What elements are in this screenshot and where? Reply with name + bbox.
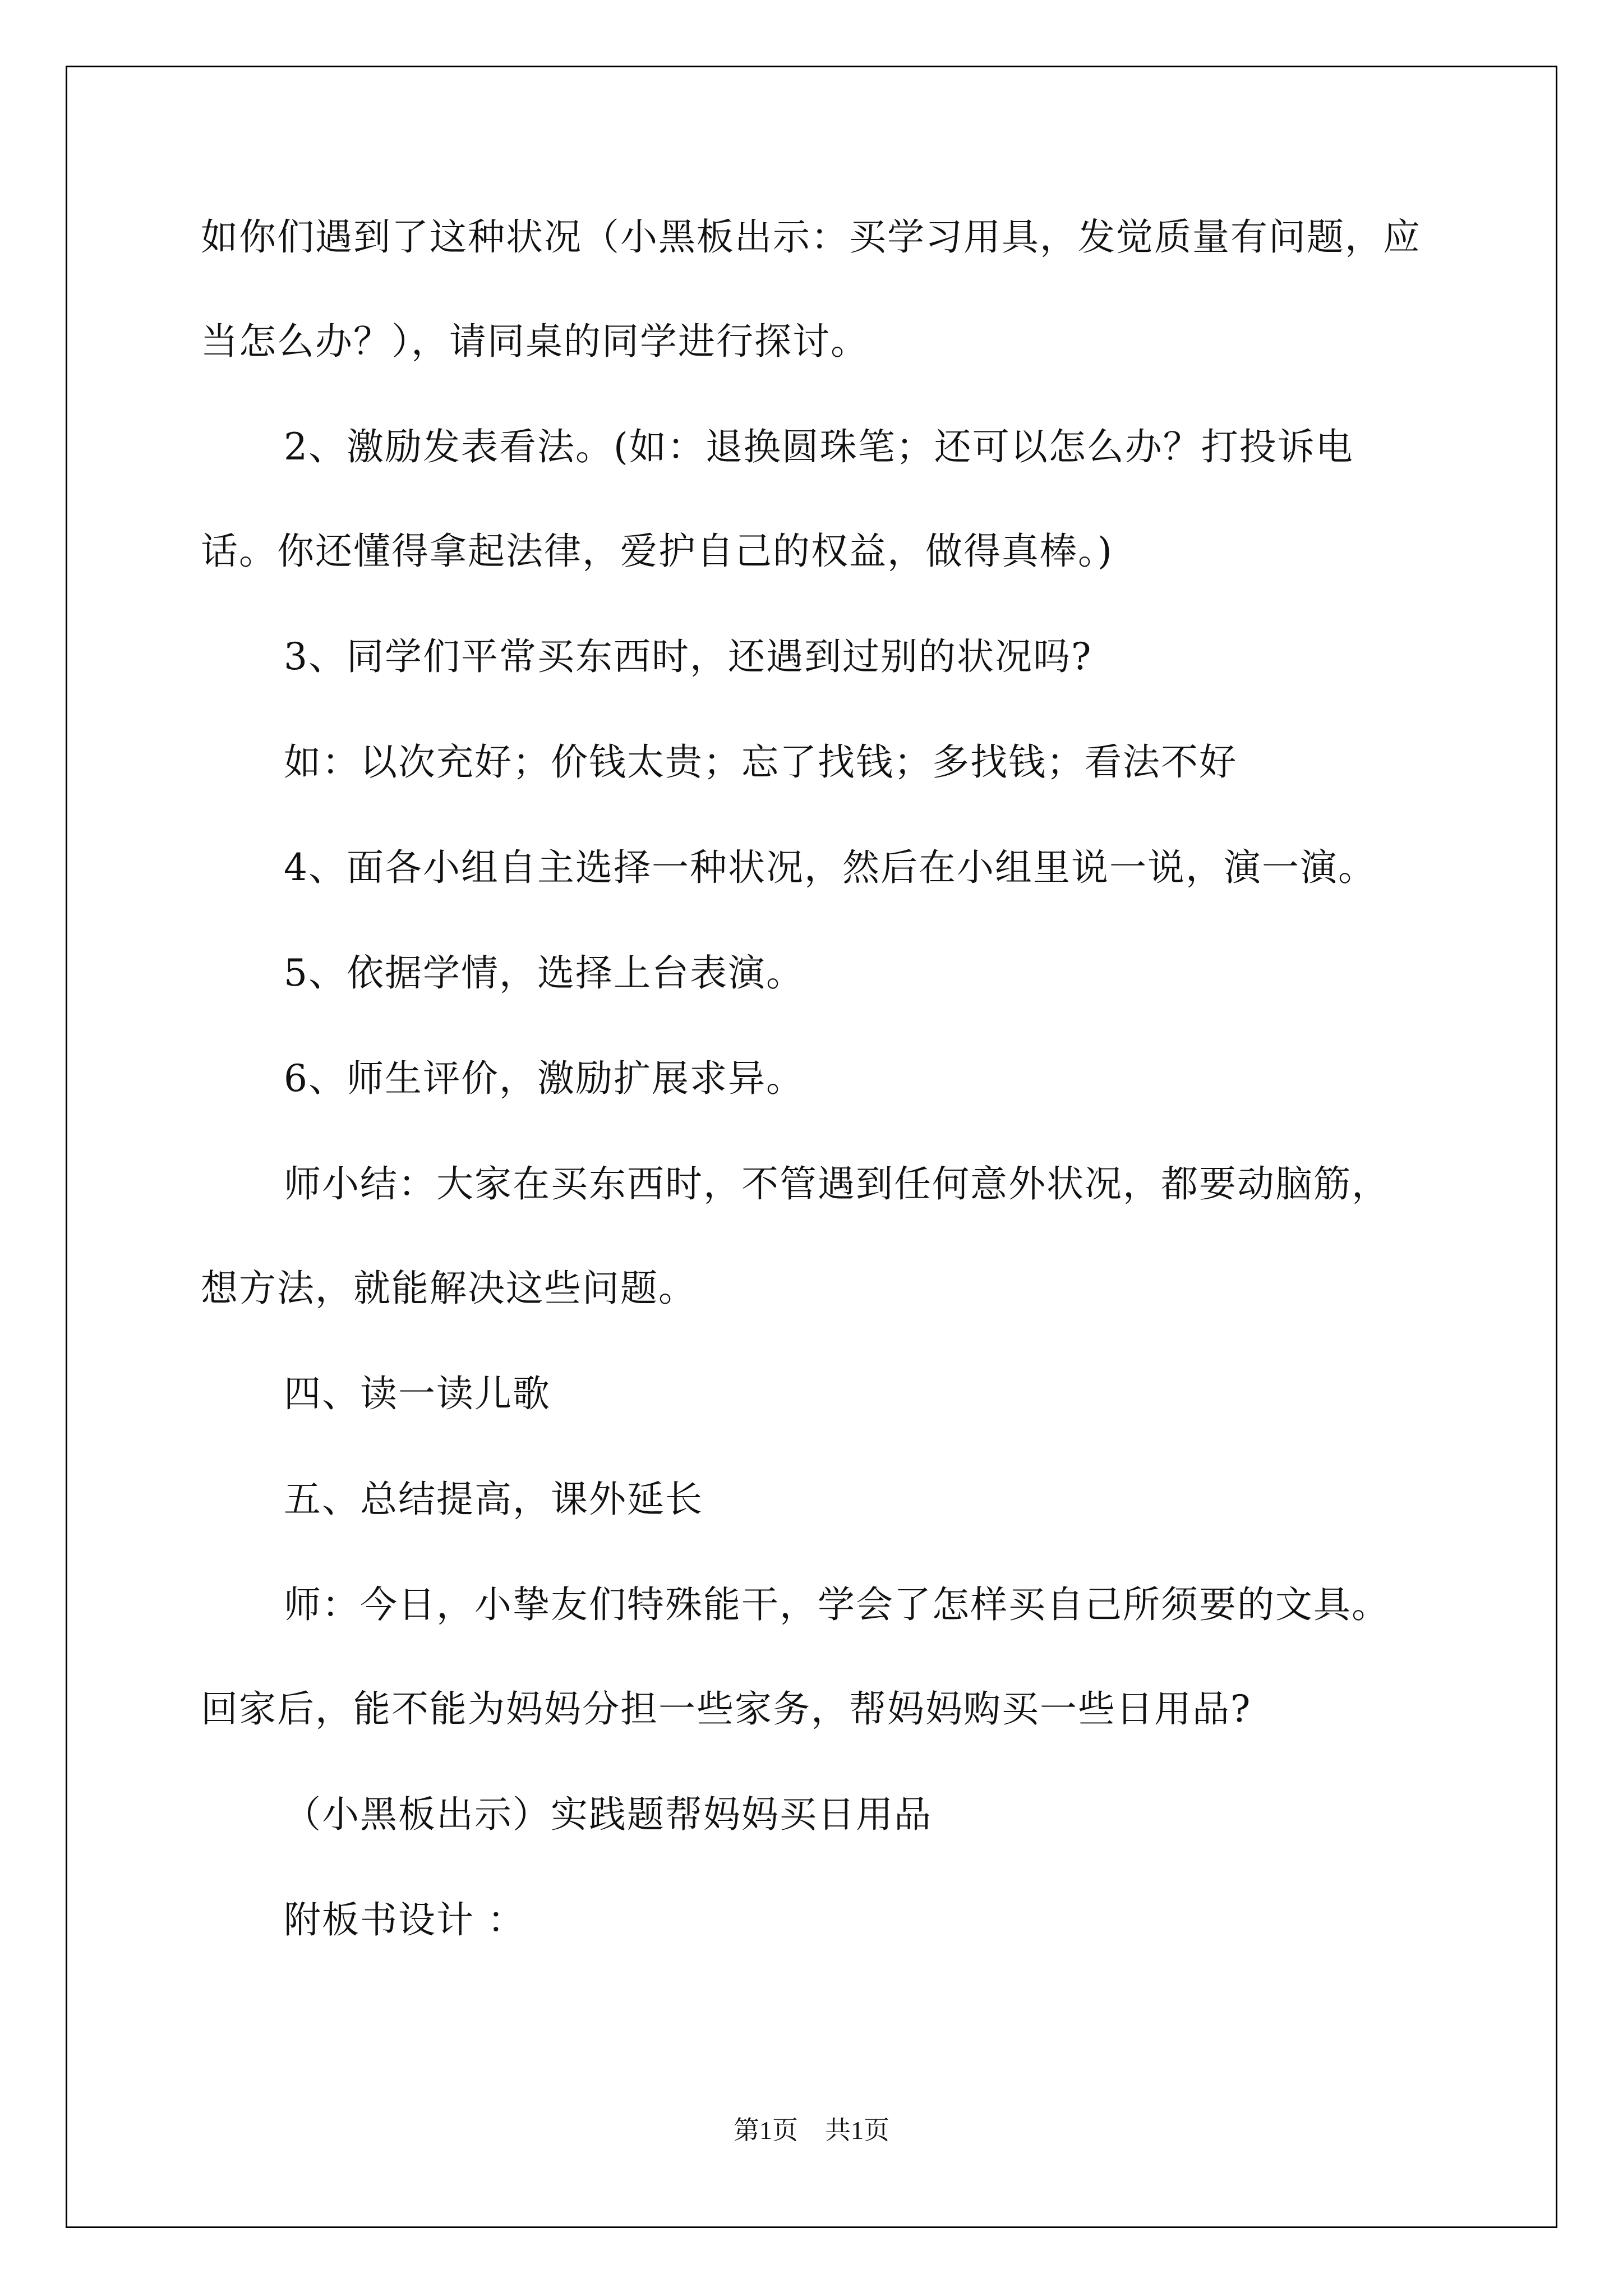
paragraph-3: 3、同学们平常买东西时，还遇到过别的状况吗? (284, 635, 1092, 678)
paragraph-1: 如你们遇到了这种状况（小黑板出示：买学习用具，发觉质量有问题，应当怎么办？），请同桌的同学进行探讨。 (201, 215, 1421, 363)
paragraph-10: 五、总结提高，课外延长 (284, 1478, 703, 1521)
page-total: 共1页 (825, 2116, 889, 2145)
paragraph-6: 5、依据学情，选择上台表演。 (284, 951, 804, 995)
paragraph-11: 师：今日，小挚友们特殊能干，学会了怎样买自己所须要的文具。回家后，能不能为妈妈分担一些家务，帮妈妈购买一些日用品? (201, 1583, 1390, 1731)
paragraph-9: 四、读一读儿歌 (284, 1372, 551, 1415)
paragraph-8: 师小结：大家在买东西时，不管遇到任何意外状况，都要动脑筋，想方法，就能解决这些问题。 (201, 1162, 1390, 1310)
paragraph-5: 4、面各小组自主选择一种状况，然后在小组里说一说，演一演。 (284, 846, 1376, 889)
document-body (201, 210, 1423, 1999)
paragraph-7: 6、师生评价，激励扩展求异。 (284, 1057, 804, 1100)
paragraph-4: 如：以次充好；价钱太贵；忘了找钱；多找钱；看法不好 (284, 740, 1237, 784)
paragraph-13: 附板书设计 ： (284, 1898, 525, 1941)
page-number: 第1页 (734, 2116, 798, 2145)
paragraph-2: 2、激励发表看法。(如：退换圆珠笔；还可以怎么办？打投诉电话。你还懂得拿起法律，爱护自己的权益，做得真棒。) (201, 425, 1354, 573)
paragraph-12: （小黑板出示）实践题帮妈妈买日用品 (284, 1793, 932, 1836)
page-footer (0, 2114, 1623, 2147)
